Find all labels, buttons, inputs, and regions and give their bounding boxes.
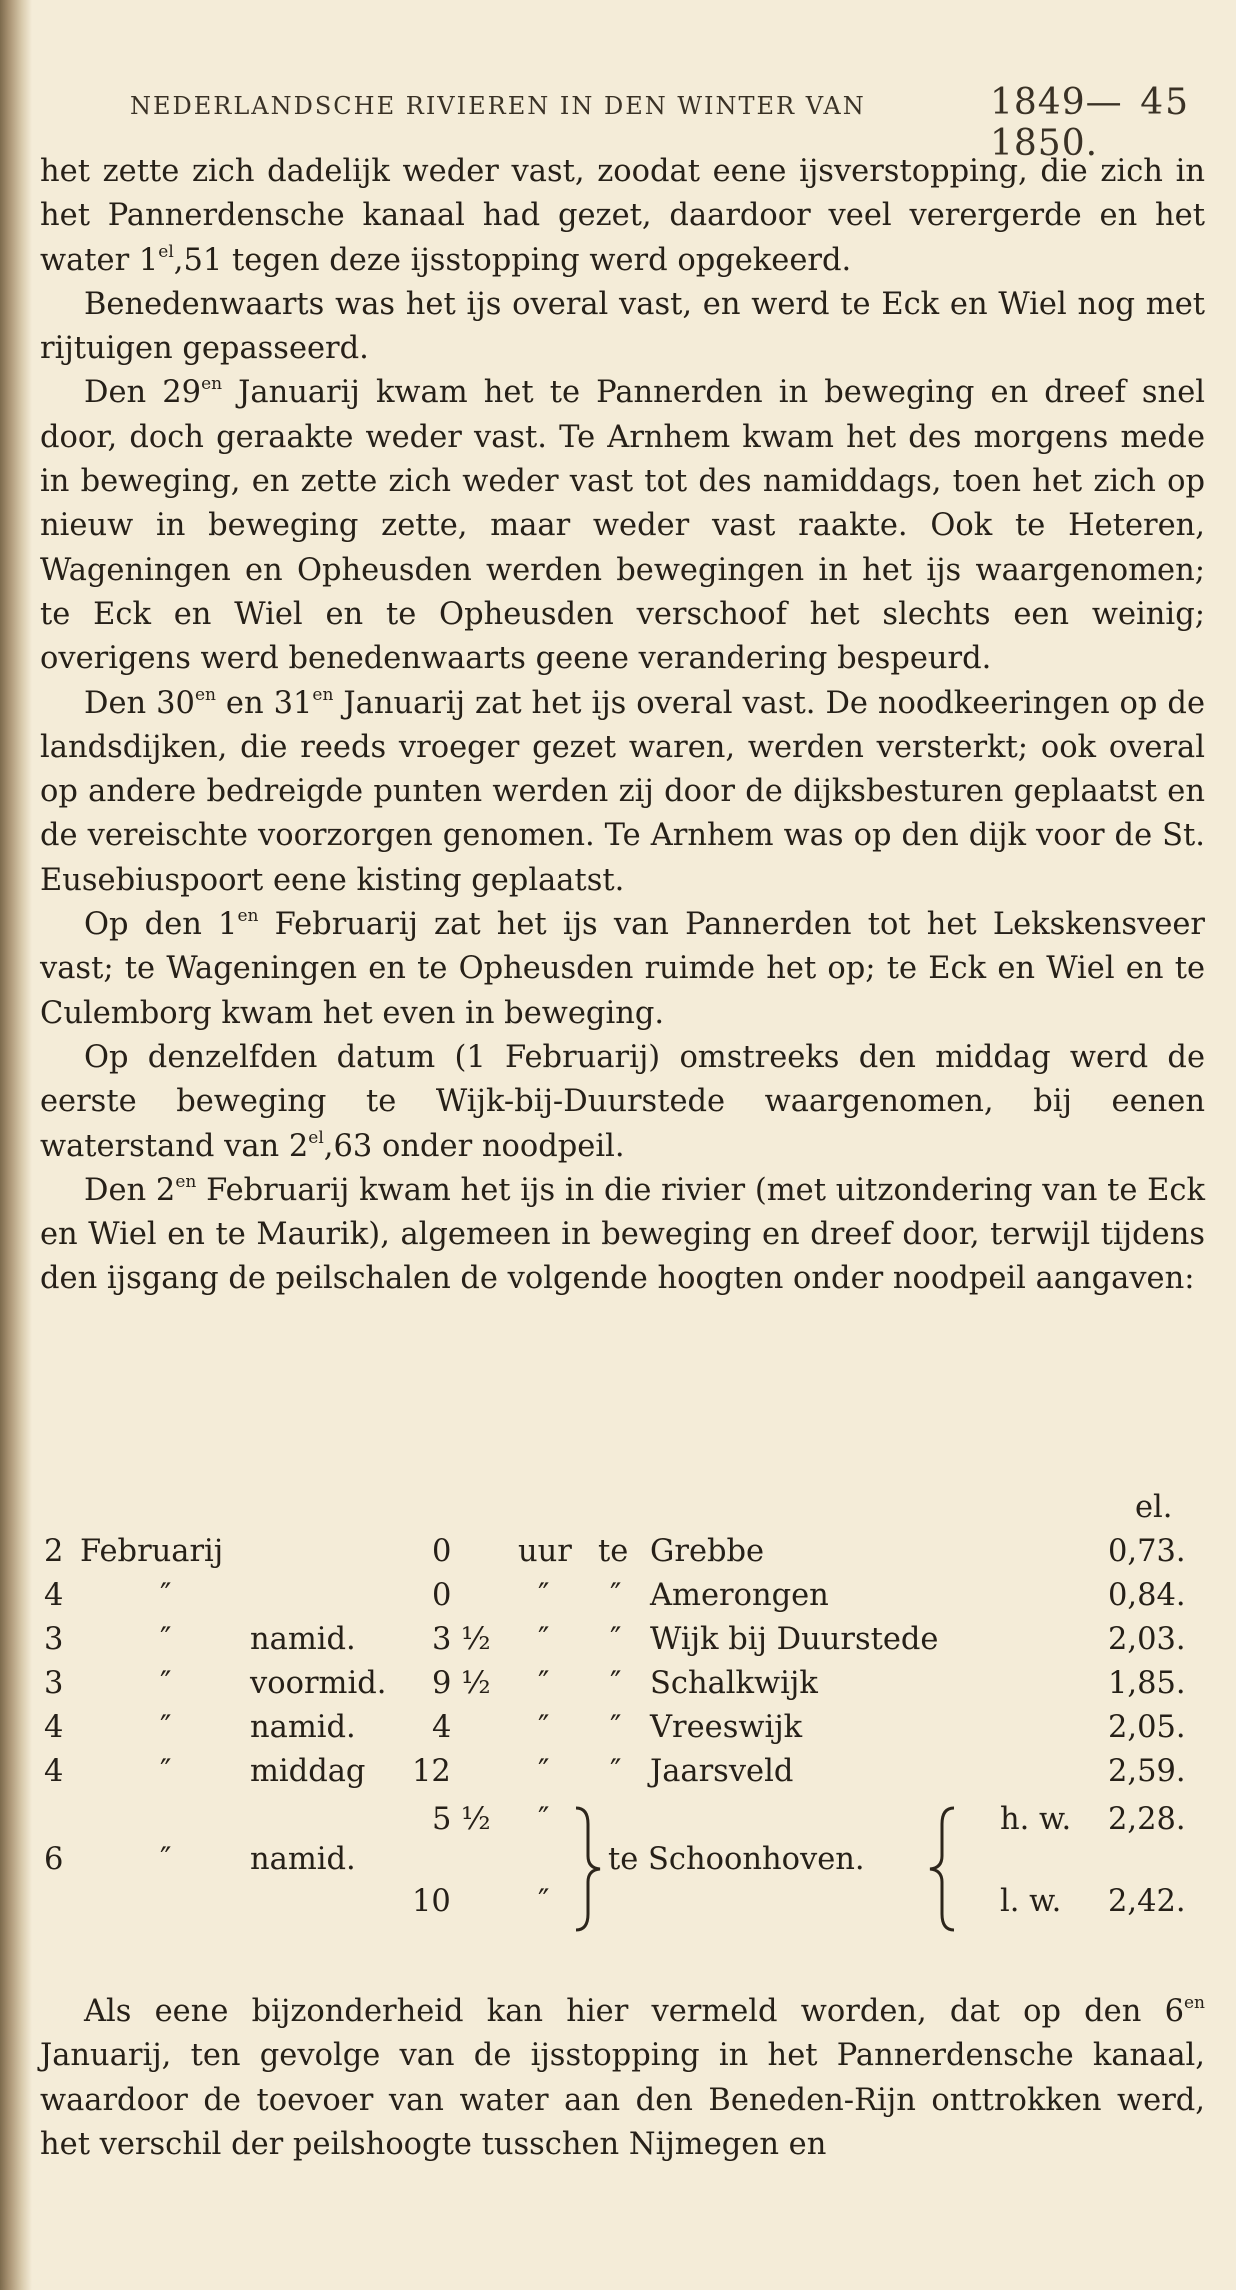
right-brace-icon [570,1804,610,1934]
text-run: Den 2 [84,1172,176,1208]
running-head-years: 1849—1850. [990,82,1123,164]
row-place: Amerongen [650,1578,829,1613]
row-value: 0,84. [1108,1578,1186,1613]
superscript: en [1183,1993,1205,2013]
body-text [40,150,1205,1302]
row-place: Wijk bij Duurstede [650,1622,939,1657]
text-run: Januarij kwam het te Pannerden in beweging en dreef snel door, doch geraakte weder vast. Te Arnhem kwam het des morgens mede in beweging, en zette zich weder vast tot des namiddags, toen het zich op nieuw in beweging zette, maar weder vast raakte. Ook te Heteren, Wageningen en Opheusden werden bewegingen in het ijs waargenomen; te Eck en Wiel en te Opheusden verschoof het slechts een weinig; overigens werd benedenwaarts geene verandering bespeurd. [40,375,1205,677]
row-te: ″ [610,1754,622,1789]
superscript: en [312,684,334,705]
text-run: Den 29 [84,375,202,411]
text-run: Op denzelfden datum (1 Februarij) omstreeks den middag werd de eerste beweging te Wijk-bij-Duurstede waargenomen, bij eenen waterstand van 2 [40,1039,1205,1164]
text-run: Januarij zat het ijs overal vast. De noodkeeringen op de landsdijken, die reeds vroeger gezet waren, werden versterkt; ook overal op andere bedreigde punten werden zij door de dijksbesturen geplaatst en de vereischte voorzorgen genomen. Te Arnhem was op den dijk voor de St. Eusebiuspoort eene kisting geplaatst. [40,685,1205,898]
row-part: namid. [250,1710,356,1745]
group-uur-1: ″ [538,1802,550,1837]
page-number: 45 [1140,82,1190,123]
group-place: te Schoonhoven. [608,1842,865,1877]
group-day: 6 [44,1842,64,1877]
row-day: 3 [44,1622,64,1657]
superscript: en [237,906,259,927]
text-run: Op den 1 [84,907,238,943]
paragraph-6 [40,1036,1205,1169]
row-day: 4 [44,1754,64,1789]
text-run: Februarij zat het ijs van Pannerden tot het Lekskensveer vast; te Wageningen en te Opheusden ruimde het op; te Eck en Wiel en te Culemborg kwam het even in beweging. [40,907,1205,1031]
row-month: ″ [160,1710,172,1745]
running-head-title: NEDERLANDSCHE RIVIEREN IN DEN WINTER VAN [130,92,866,120]
row-uur: uur [518,1534,572,1569]
superscript: en [194,684,216,705]
running-head [130,82,1210,164]
group-hour-1: 5 ½ [432,1802,491,1837]
row-month: ″ [160,1754,172,1789]
row-place: Jaarsveld [650,1754,794,1789]
row-te: ″ [610,1578,622,1613]
text-run: Den 30 [84,685,195,721]
left-brace-icon [920,1804,960,1934]
row-place: Vreeswijk [650,1710,803,1745]
row-month: Februarij [80,1534,224,1569]
row-te: ″ [610,1710,622,1745]
text-run: Januarij, ten gevolge van de ijsstopping in het Pannerdensche kanaal, waardoor de toevoer van water aan den Beneden-Rijn onttrokken werd, het verschil der peilshoogte tusschen Nijmegen en [40,2038,1205,2162]
row-day: 4 [44,1578,64,1613]
text-run: ,51 tegen deze ijsstopping werd opgekeerd. [173,242,852,278]
group-label-2: l. w. [1000,1884,1062,1919]
row-hour: 3 ½ [432,1622,491,1657]
row-hour: 4 [432,1710,452,1745]
superscript: en [201,374,223,395]
row-te: ″ [610,1666,622,1701]
row-te: te [598,1534,629,1569]
row-place: Schalkwijk [650,1666,818,1701]
text-run: en 31 [215,685,313,721]
page-binding-edge [0,0,22,2290]
paragraph-1 [40,150,1205,283]
row-te: ″ [610,1622,622,1657]
superscript: el [158,241,174,262]
group-label-1: h. w. [1000,1802,1072,1837]
group-month: ″ [160,1842,172,1877]
text-run: Benedenwaarts was het ijs overal vast, en werd te Eck en Wiel nog met rijtuigen gepasseerd. [40,286,1205,367]
group-value-2: 2,42. [1108,1884,1186,1919]
row-day: 3 [44,1666,64,1701]
row-part: middag [250,1754,366,1789]
text-run: ,63 onder noodpeil. [323,1128,625,1164]
group-hour-2: 10 [412,1884,451,1919]
row-part: voormid. [250,1666,387,1701]
row-place: Grebbe [650,1534,765,1569]
row-uur: ″ [538,1754,550,1789]
page-binding-shadow [22,0,32,2290]
text-run: het zette zich dadelijk weder vast, zoodat eene ijsverstopping, die zich in het Pannerdensche kanaal had gezet, daardoor veel verergerde en het water 1 [40,154,1205,278]
paragraph-3 [40,371,1205,681]
row-hour: 9 ½ [432,1666,491,1701]
text-run: Februarij kwam het ijs in die rivier (met uitzondering van te Eck en Wiel en te Maurik), algemeen in beweging en dreef door, terwijl tijdens den ijsgang de peilschalen de volgende hoogten onder noodpeil aangaven: [40,1172,1205,1297]
unit-header: el. [1135,1490,1173,1525]
superscript: el [308,1127,324,1148]
group-value-1: 2,28. [1108,1802,1186,1837]
row-day: 4 [44,1710,64,1745]
row-month: ″ [160,1622,172,1657]
row-hour: 0 [432,1534,452,1569]
row-part: namid. [250,1622,356,1657]
group-uur-2: ″ [538,1884,550,1919]
paragraph-7 [40,1169,1205,1302]
row-value: 2,03. [1108,1622,1186,1657]
paragraph-5 [40,903,1205,1036]
row-value: 1,85. [1108,1666,1186,1701]
paragraph-8 [40,1990,1205,2167]
row-uur: ″ [538,1666,550,1701]
paragraph-4 [40,682,1205,903]
group-part: namid. [250,1842,356,1877]
row-hour: 12 [412,1754,451,1789]
row-uur: ″ [538,1622,550,1657]
row-uur: ″ [538,1710,550,1745]
row-month: ″ [160,1666,172,1701]
row-day: 2 [44,1534,64,1569]
row-value: 2,05. [1108,1710,1186,1745]
closing-text [40,1990,1205,2167]
row-month: ″ [160,1578,172,1613]
superscript: en [175,1171,197,1192]
row-value: 0,73. [1108,1534,1186,1569]
paragraph-2 [40,283,1205,372]
row-uur: ″ [538,1578,550,1613]
gauge-readings-table [40,1490,1205,1960]
row-hour: 0 [432,1578,452,1613]
row-value: 2,59. [1108,1754,1186,1789]
text-run: Als eene bijzonderheid kan hier vermeld worden, dat op den 6 [84,1994,1184,2029]
